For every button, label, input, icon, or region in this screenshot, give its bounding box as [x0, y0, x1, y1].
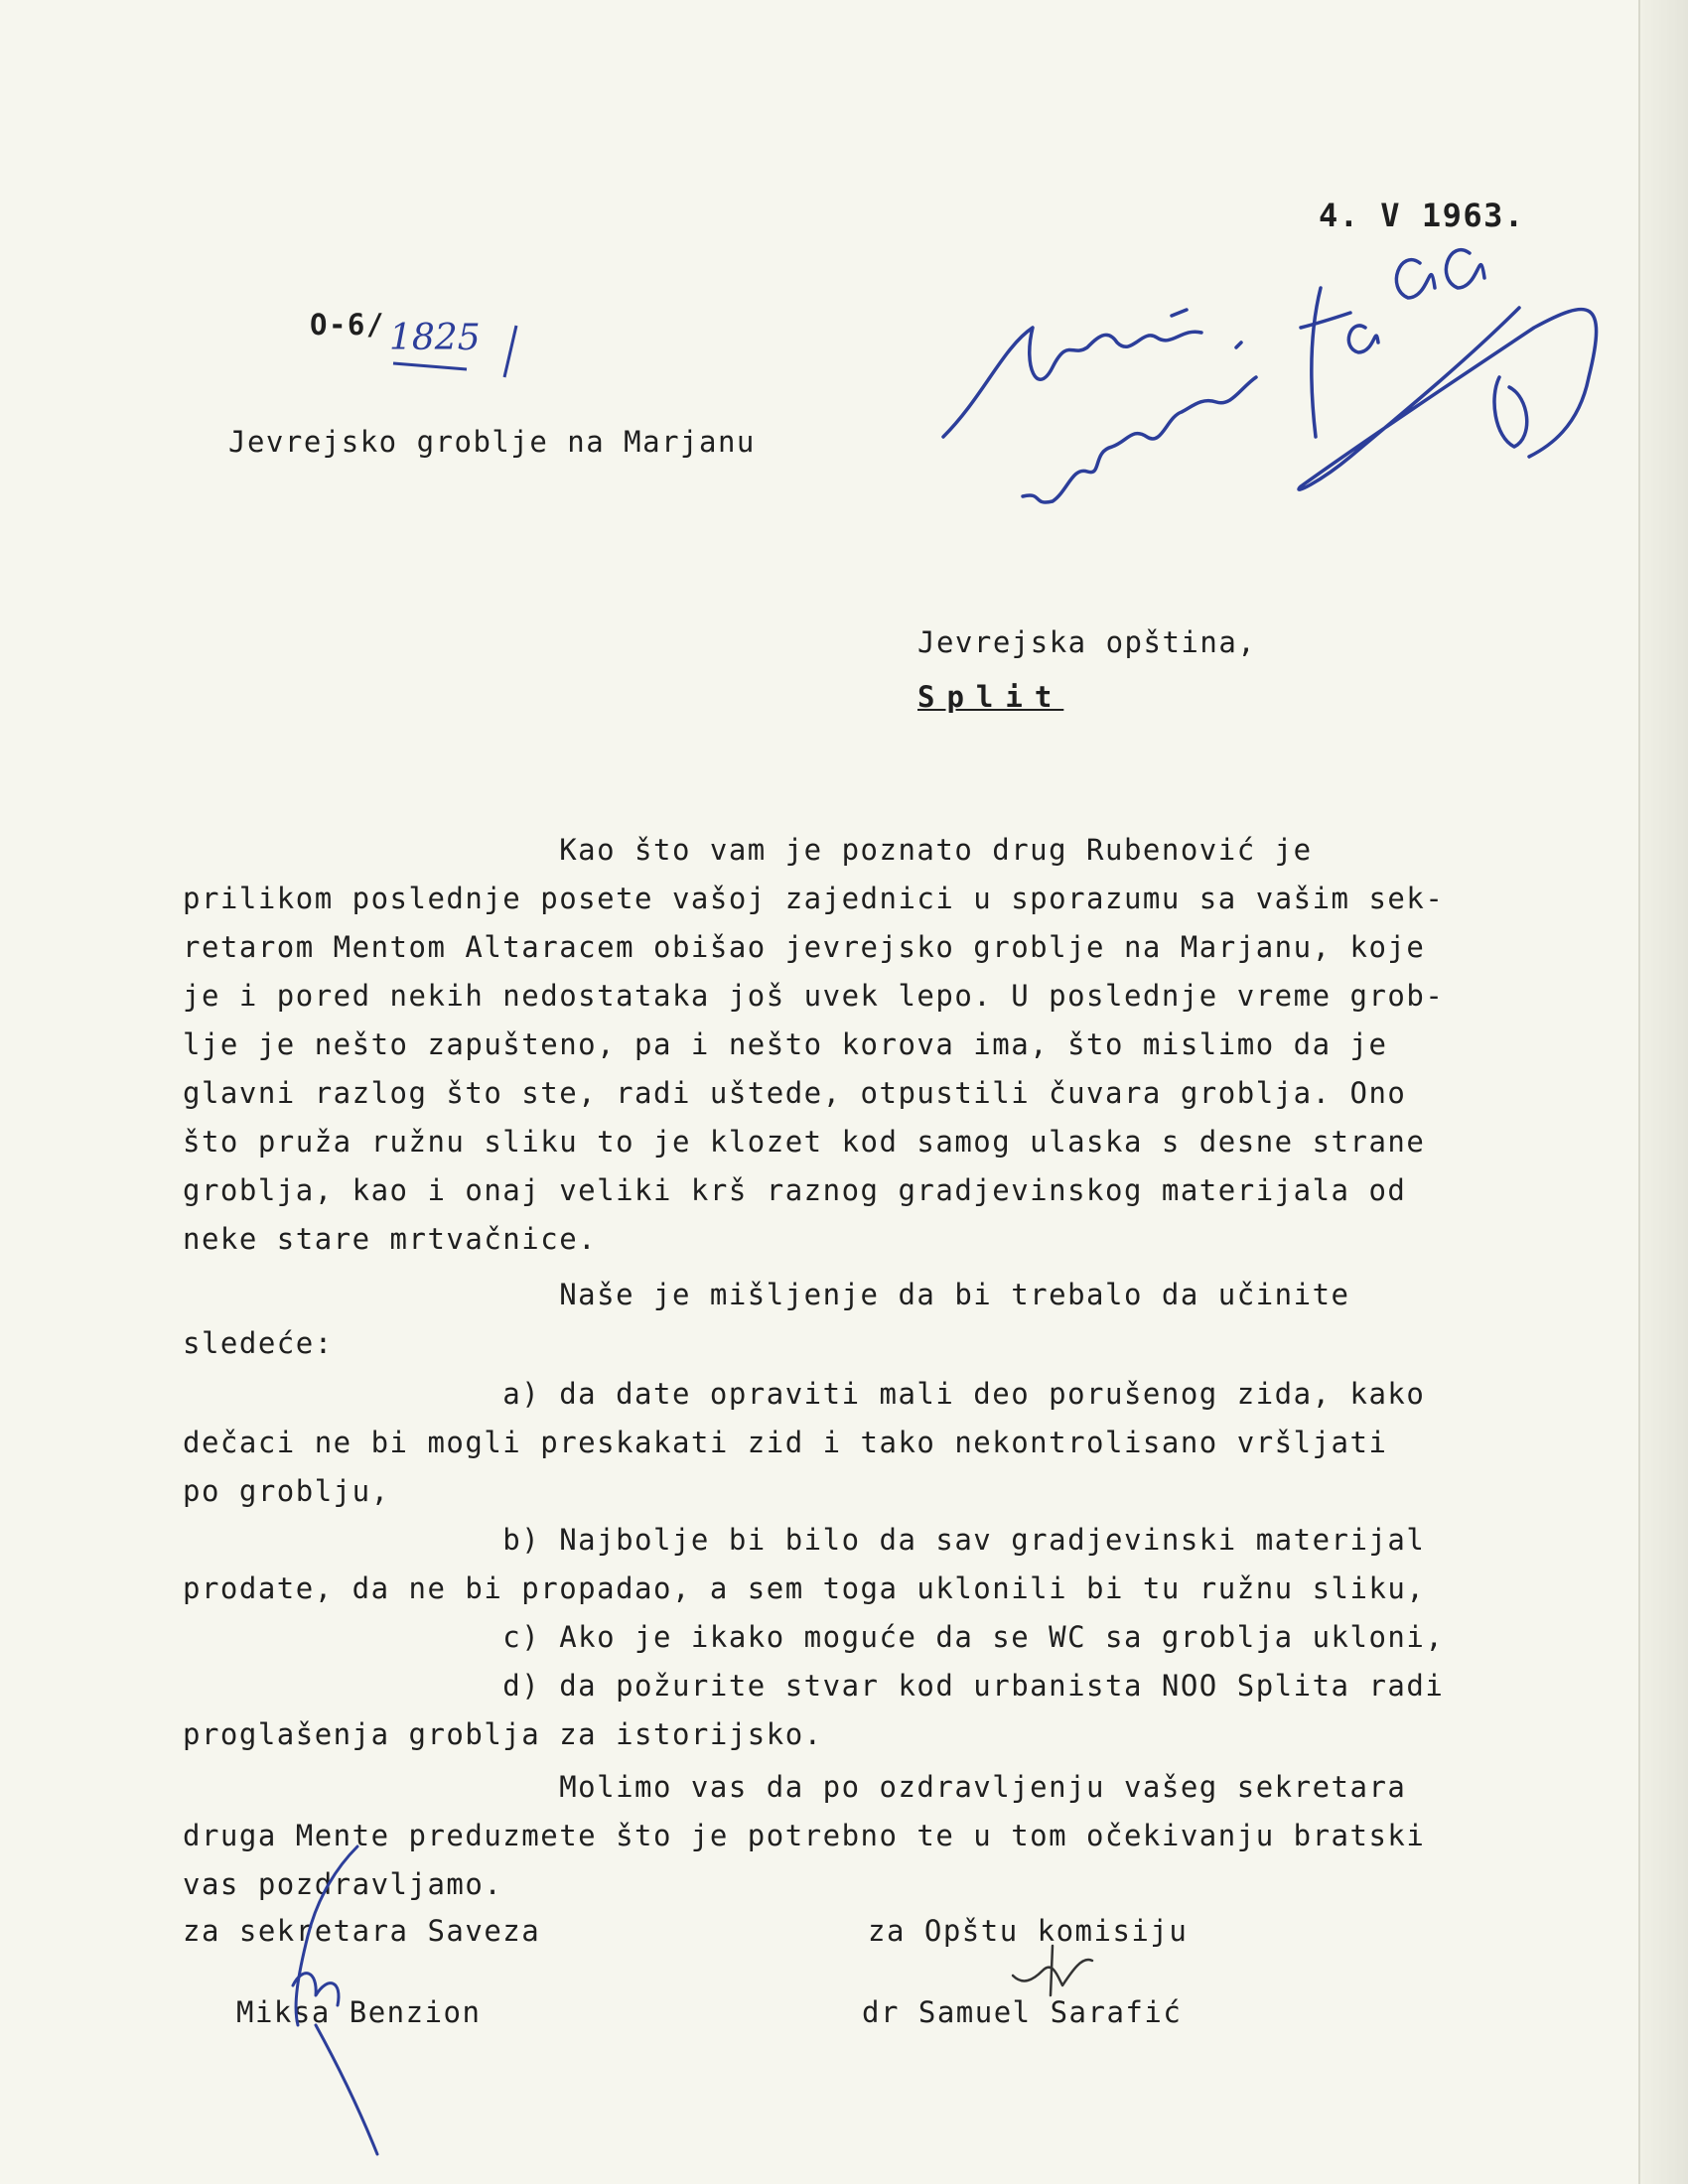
page-edge [1638, 0, 1688, 2184]
handwritten-annotation [943, 250, 1597, 502]
left-signatory-name: Miksa Benzion [236, 1995, 482, 2029]
body-paragraph-2: Naše je mišljenje da bi trebalo da učinite sledeće: [183, 1278, 1350, 1360]
right-signatory-title: za Opštu komisiju [868, 1914, 1189, 1948]
reference-slash [504, 326, 516, 377]
recipient-name: Jevrejska opština, [917, 625, 1257, 659]
recipient-city: Split [917, 680, 1064, 714]
letter-subject: Jevrejsko groblje na Marjanu [228, 425, 756, 459]
body-list: a) da date opraviti mali deo porušenog zida, kako dečaci ne bi mogli preskakati zid i tako nekontrolisano vršljati po groblju, b) Najbolje bi bilo da sav gradjevinski materijal prodate, da ne bi propadao, a sem toga uklonili bi tu ružnu sliku, c) Ako je ikako moguće da se WC sa groblja ukloni, d) da požurite stvar kod urbanista NOO Splita radi proglašenja groblja za istorijsko. [183, 1377, 1445, 1751]
right-signatory-name: dr Samuel Sarafić [862, 1995, 1183, 2029]
body-paragraph-1: Kao što vam je poznato drug Rubenović je prilikom poslednje posete vašoj zajednici u sporazumu sa vašim sek- retarom Mentom Altaracem obišao jevrejsko groblje na Marjanu, koje je i pored nekih nedostataka još uvek lepo. U poslednje vreme grob- lje je nešto zapušteno, pa i nešto korova ima, što mislimo da je glavni razlog što ste, radi uštede, otpustili čuvara groblja. Ono što pruža ružnu sliku to je klozet kod samog ulaska s desne strane groblja, kao i onaj veliki krš raznog gradjevinskog materijala od neke stare mrtvačnice. [183, 833, 1445, 1256]
body-paragraph-3: Molimo vas da po ozdravljenju vašeg sekretara druga Mente preduzmete što je potrebno te u tom očekivanju bratski vas pozdravljamo. [183, 1770, 1426, 1901]
handwritten-reference-number: 1825 [389, 318, 481, 358]
right-handwritten-signature [1013, 1946, 1092, 1995]
letter-date: 4. V 1963. [1319, 197, 1525, 234]
left-signatory-title: za sekretara Saveza [183, 1914, 541, 1948]
reference-number: O-6/ [310, 308, 385, 341]
reference-underline [393, 363, 467, 369]
